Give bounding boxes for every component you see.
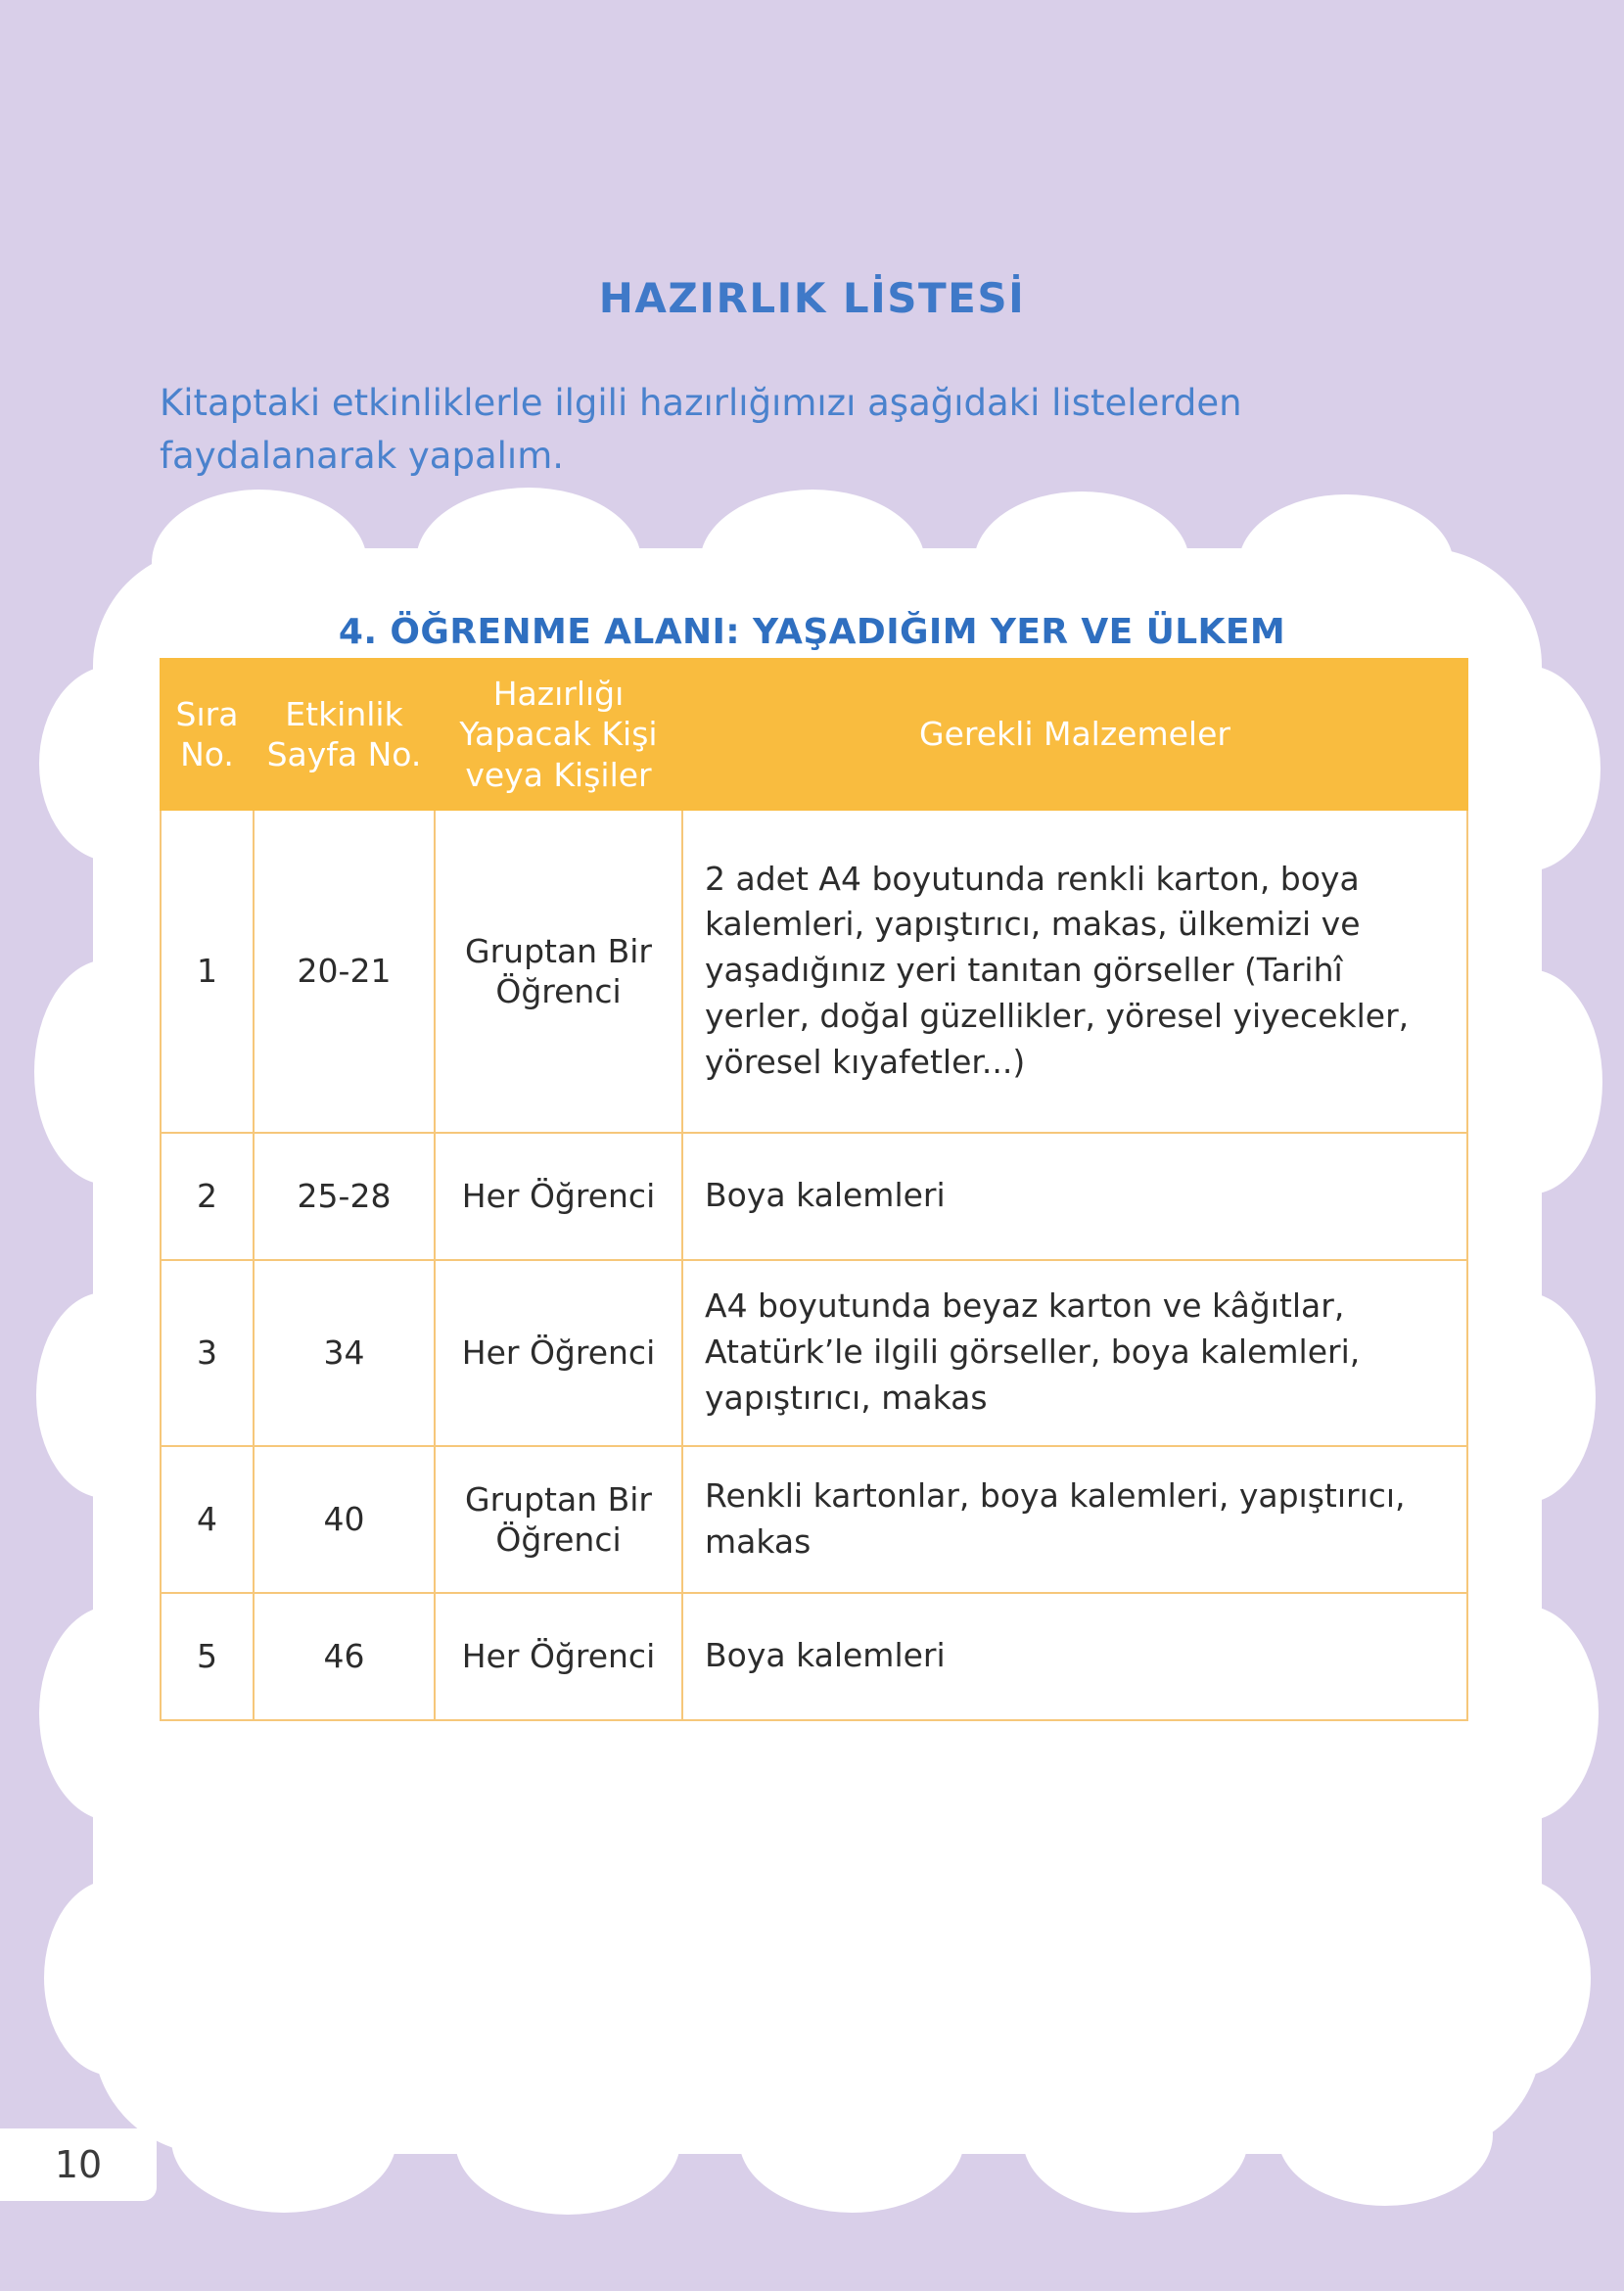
cell-sira: 3 xyxy=(161,1260,254,1446)
section-heading: 4. ÖĞRENME ALANI: YAŞADIĞIM YER VE ÜLKEM xyxy=(338,611,1286,652)
table-row xyxy=(161,1593,1467,1720)
header-hazirligi-yapacak: Hazırlığı Yapacak Kişi veya Kişiler xyxy=(435,659,682,810)
page-number: 10 xyxy=(54,2143,103,2186)
preparation-table xyxy=(160,658,1468,1721)
table-body xyxy=(161,810,1467,1720)
page-title: HAZIRLIK LİSTESİ xyxy=(598,274,1026,323)
cell-sayfa: 40 xyxy=(254,1446,435,1593)
cell-malzeme: Boya kalemleri xyxy=(682,1133,1467,1260)
cell-sayfa: 46 xyxy=(254,1593,435,1720)
cell-kisi: Her Öğrenci xyxy=(435,1133,682,1260)
cell-malzeme: 2 adet A4 boyutunda renkli karton, boya kalemleri, yapıştırıcı, makas, ülkemizi ve yaşadığınız yeri tanıtan görseller (Tarihî yerler, doğal güzellikler, yöresel yiyecekler, yöresel kıyafetler...) xyxy=(682,810,1467,1133)
cell-sira: 5 xyxy=(161,1593,254,1720)
preparation-table-container xyxy=(160,658,1468,1721)
cell-kisi: Gruptan Bir Öğrenci xyxy=(435,1446,682,1593)
cell-malzeme: Boya kalemleri xyxy=(682,1593,1467,1720)
cell-sira: 1 xyxy=(161,810,254,1133)
cell-sira: 4 xyxy=(161,1446,254,1593)
cell-sayfa: 25-28 xyxy=(254,1133,435,1260)
page-number-badge xyxy=(0,2128,157,2201)
table-header-row xyxy=(161,659,1467,810)
cell-malzeme: A4 boyutunda beyaz karton ve kâğıtlar, Atatürk’le ilgili görseller, boya kalemleri, yapıştırıcı, makas xyxy=(682,1260,1467,1446)
intro-paragraph: Kitaptaki etkinliklerle ilgili hazırlığımızı aşağıdaki listelerden faydalanarak yapalım. xyxy=(160,382,1242,477)
cell-kisi: Her Öğrenci xyxy=(435,1593,682,1720)
cell-malzeme: Renkli kartonlar, boya kalemleri, yapıştırıcı, makas xyxy=(682,1446,1467,1593)
header-gerekli-malzemeler: Gerekli Malzemeler xyxy=(682,659,1467,810)
table-row xyxy=(161,810,1467,1133)
cell-sayfa: 20-21 xyxy=(254,810,435,1133)
cell-sayfa: 34 xyxy=(254,1260,435,1446)
table-row xyxy=(161,1133,1467,1260)
table-row xyxy=(161,1446,1467,1593)
header-sira-no: Sıra No. xyxy=(161,659,254,810)
table-header xyxy=(161,659,1467,810)
cell-sira: 2 xyxy=(161,1133,254,1260)
table-row xyxy=(161,1260,1467,1446)
cell-kisi: Her Öğrenci xyxy=(435,1260,682,1446)
cell-kisi: Gruptan Bir Öğrenci xyxy=(435,810,682,1133)
header-etkinlik-sayfa-no: Etkinlik Sayfa No. xyxy=(254,659,435,810)
